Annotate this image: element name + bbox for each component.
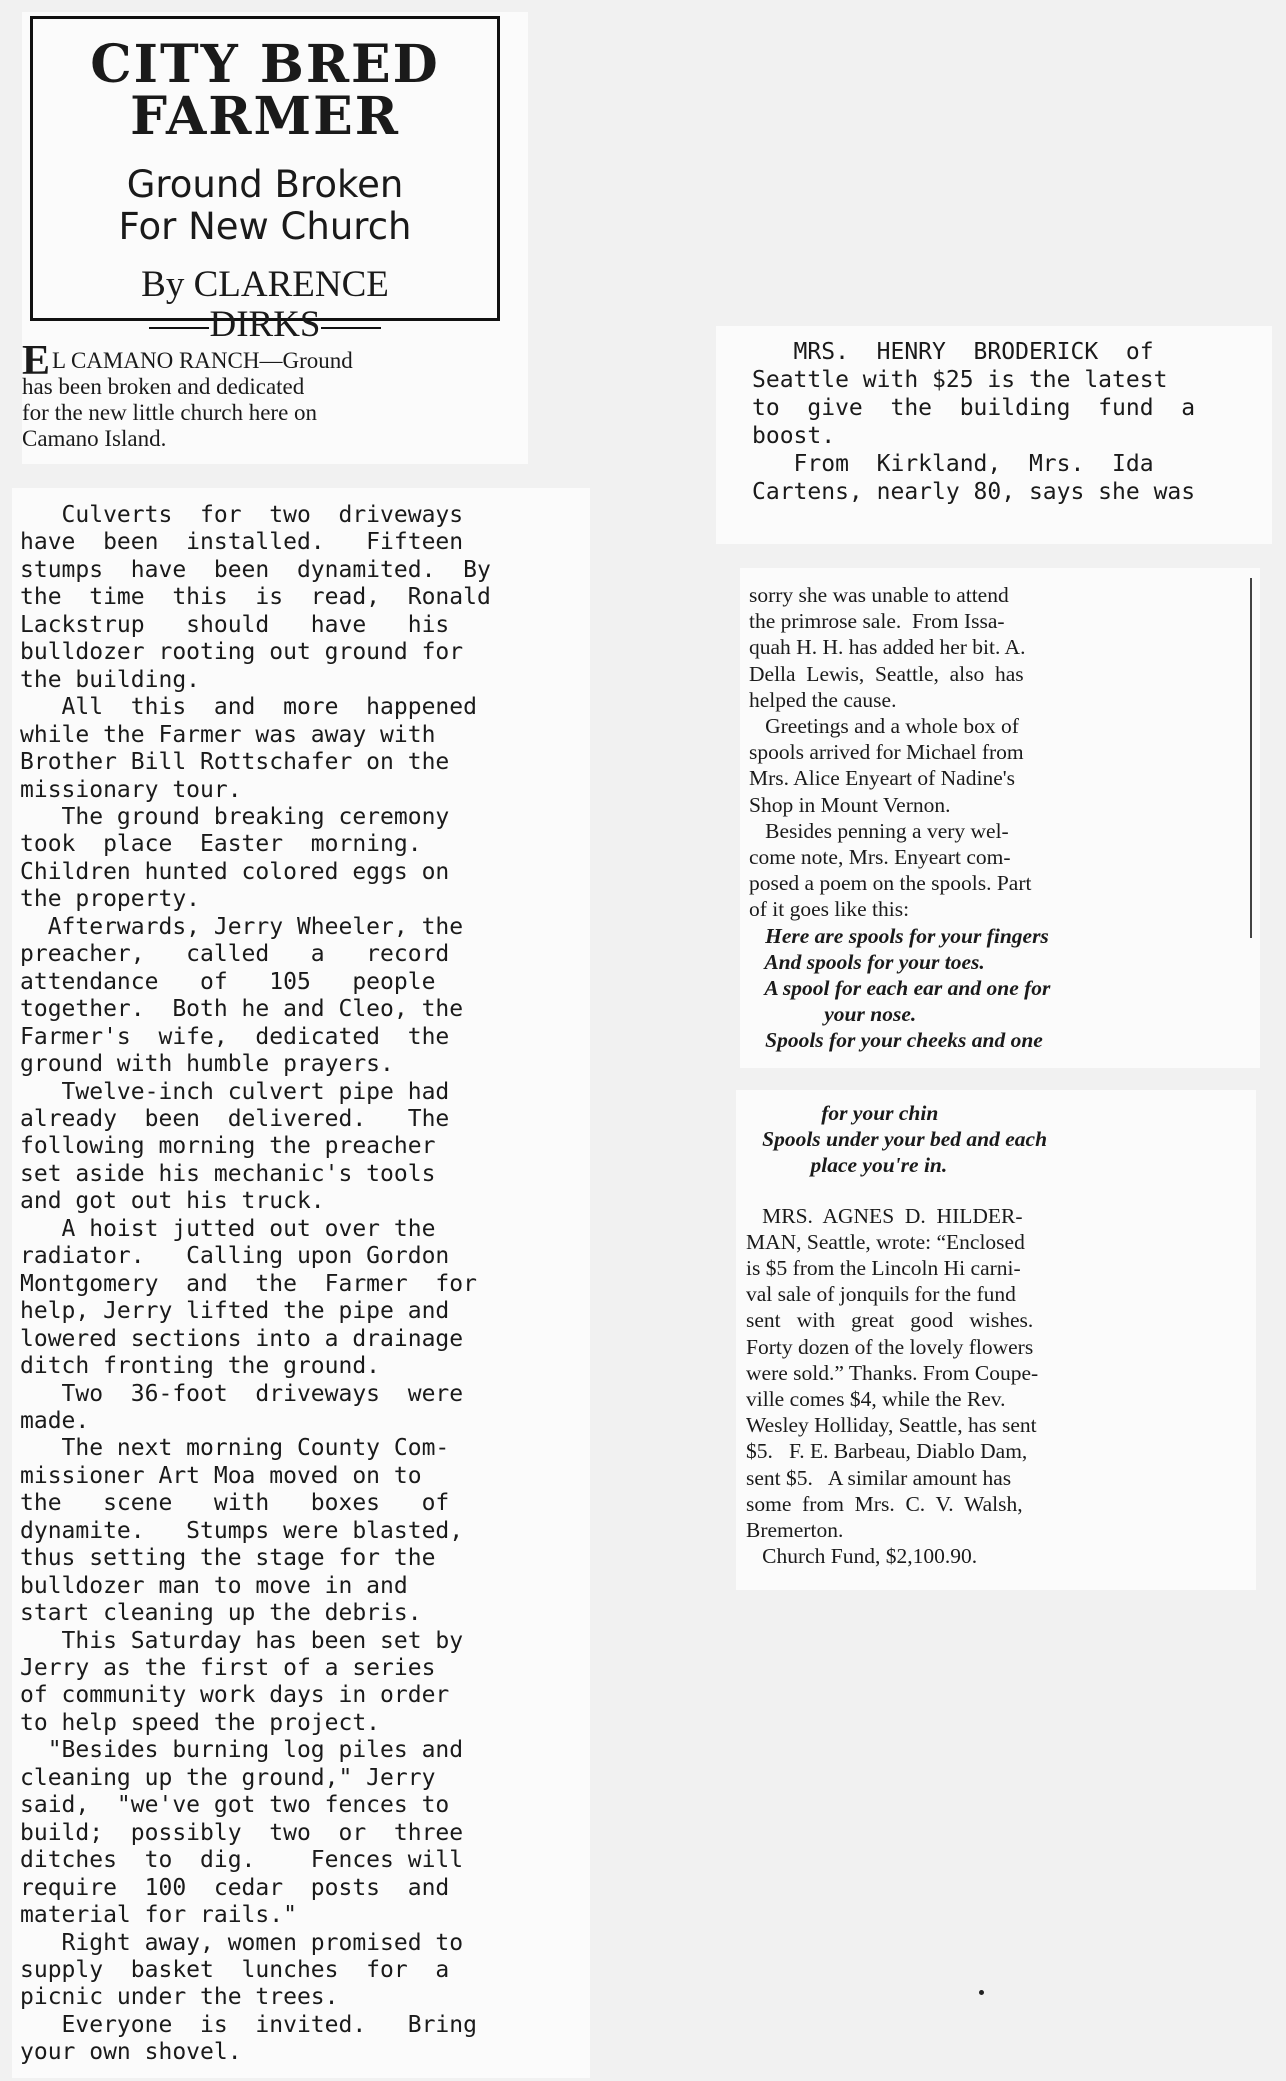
text-line: helped the cause. <box>749 687 897 712</box>
right-middle-clipping <box>740 568 1260 1068</box>
text-line: Two 36-foot driveways were <box>20 1380 464 1407</box>
poem-line: for your chin <box>746 1101 939 1125</box>
headline-line2: For New Church <box>118 205 412 248</box>
text-line: MRS. AGNES D. HILDER- <box>746 1203 1023 1228</box>
text-line: made. <box>20 1407 90 1434</box>
text-line: radiator. Calling upon Gordon <box>20 1243 450 1270</box>
clipping-edge <box>1250 578 1252 938</box>
text-line: Church Fund, $2,100.90. <box>746 1544 978 1569</box>
text-line: ville comes $4, while the Rev. <box>746 1387 1006 1412</box>
right-bottom-clipping <box>736 1090 1256 1590</box>
text-line: build; possibly two or three <box>20 1819 464 1846</box>
text-line: Brother Bill Rottschafer on the <box>20 749 450 776</box>
text-line: missionary tour. <box>20 776 242 803</box>
text-line: A hoist jutted out over the <box>20 1215 436 1242</box>
text-line: lowered sections into a drainage <box>20 1325 464 1352</box>
text-line: Children hunted colored eggs on <box>20 858 450 885</box>
text-line: the scene with boxes of <box>20 1490 450 1517</box>
text-line: sent with great good wishes. <box>746 1308 1034 1333</box>
text-line: have been installed. Fifteen <box>20 529 464 556</box>
text-line: took place Easter morning. <box>20 831 422 858</box>
text-line: ground with humble prayers. <box>20 1051 394 1078</box>
headline-line1: Ground Broken <box>126 163 404 206</box>
column-title-line2: FARMER <box>130 86 400 147</box>
text-line: MRS. HENRY BRODERICK of <box>752 339 1154 365</box>
text-line: of community work days in order <box>20 1682 450 1709</box>
text-line: Culverts for two driveways <box>20 502 464 528</box>
text-line: The next morning County Com- <box>20 1435 450 1462</box>
text-line: Seattle with $25 is the latest <box>752 367 1168 393</box>
byline-rule-left <box>149 327 209 329</box>
poem-line: place you're in. <box>746 1153 948 1178</box>
spacer <box>746 1179 1246 1203</box>
text-line: said, "we've got two fences to <box>20 1792 450 1819</box>
lead-paragraph <box>22 338 522 452</box>
text-line: This Saturday has been set by <box>20 1627 464 1654</box>
text-line: Shop in Mount Vernon. <box>749 792 951 817</box>
left-column-text <box>20 502 491 2067</box>
column-title-line1: CITY BRED <box>90 34 440 95</box>
lead-line: Camano Island. <box>22 426 167 451</box>
text-line: while the Farmer was away with <box>20 721 436 748</box>
text-line: come note, Mrs. Enyeart com- <box>749 845 1011 870</box>
right-top-clipping <box>716 326 1272 544</box>
text-line: following morning the preacher <box>20 1133 436 1160</box>
spool-poem-continued <box>746 1100 1246 1179</box>
text-line: thus setting the stage for the <box>20 1545 436 1572</box>
text-line: dynamite. Stumps were blasted, <box>20 1517 464 1544</box>
byline-author-surname: DIRKS <box>209 304 321 345</box>
poem-line: A spool for each ear and one for <box>749 976 1051 1001</box>
text-line: require 100 cedar posts and <box>20 1874 450 1901</box>
text-line: val sale of jonquils for the fund <box>746 1282 1016 1307</box>
text-line: The ground breaking ceremony <box>20 803 450 830</box>
text-line: to give the building fund a <box>752 395 1196 421</box>
text-line: Greetings and a whole box of <box>749 714 1019 739</box>
text-line: Twelve-inch culvert pipe had <box>20 1078 450 1105</box>
headline-box <box>30 16 500 345</box>
poem-line: And spools for your toes. <box>749 949 985 974</box>
text-line: start cleaning up the debris. <box>20 1600 422 1627</box>
text-line: ditches to dig. Fences will <box>20 1847 464 1874</box>
text-line: bulldozer rooting out ground for <box>20 639 464 666</box>
text-line: boost. <box>752 423 836 449</box>
lead-line: EL CAMANO RANCH—Ground <box>22 338 353 384</box>
text-line: material for rails." <box>20 1902 297 1929</box>
text-line: spools arrived for Michael from <box>749 740 1024 765</box>
text-line: bulldozer man to move in and <box>20 1572 408 1599</box>
text-line: already been delivered. The <box>20 1105 450 1132</box>
ink-speck <box>979 1990 984 1995</box>
lead-line: has been broken and dedicated <box>22 374 305 399</box>
text-line: posed a poem on the spools. Part <box>749 871 1032 896</box>
byline-line1: By CLARENCE <box>141 264 389 305</box>
spool-poem <box>749 923 1249 1054</box>
right-top-text <box>752 338 1195 506</box>
text-line: Jerry as the first of a series <box>20 1655 436 1682</box>
text-line: picnic under the trees. <box>20 1984 339 2011</box>
text-line: the time this is read, Ronald <box>20 584 491 611</box>
poem-line: your nose. <box>749 1002 917 1027</box>
text-line: of it goes like this: <box>749 897 910 922</box>
drop-cap: E <box>22 338 51 384</box>
text-line: Farmer's wife, dedicated the <box>20 1023 450 1050</box>
text-line: $5. F. E. Barbeau, Diablo Dam, <box>746 1439 1028 1464</box>
right-middle-paragraphs <box>749 582 1249 923</box>
text-line: the primrose sale. From Issa- <box>749 609 1005 634</box>
text-line: Cartens, nearly 80, says she was <box>752 479 1196 505</box>
text-line: were sold.” Thanks. From Coupe- <box>746 1360 1039 1385</box>
text-line: the building. <box>20 666 201 693</box>
text-line: All this and more happened <box>20 694 477 721</box>
text-line: attendance of 105 people <box>20 968 436 995</box>
text-line: From Kirkland, Mrs. Ida <box>752 451 1154 477</box>
poem-line: Here are spools for your fingers <box>749 923 1049 948</box>
text-line: stumps have been dynamited. By <box>20 556 491 583</box>
text-line: Forty dozen of the lovely flowers <box>746 1334 1034 1359</box>
right-middle-text <box>749 582 1249 1054</box>
text-line: Della Lewis, Seattle, also has <box>749 661 1024 686</box>
text-line: quah H. H. has added her bit. A. <box>749 635 1026 660</box>
poem-line: Spools under your bed and each <box>746 1127 1048 1152</box>
left-column-clipping <box>12 488 590 2078</box>
headline-clipping <box>22 12 528 464</box>
text-line: Lackstrup should have his <box>20 611 450 638</box>
text-line: sorry she was unable to attend <box>749 583 1009 607</box>
text-line: Right away, women promised to <box>20 1929 464 1956</box>
text-line: ditch fronting the ground. <box>20 1353 381 1380</box>
text-line: some from Mrs. C. V. Walsh, <box>746 1491 1023 1516</box>
text-line: set aside his mechanic's tools <box>20 1160 436 1187</box>
text-line: together. Both he and Cleo, the <box>20 996 464 1023</box>
right-bottom-text <box>746 1100 1246 1569</box>
text-line: the property. <box>20 886 201 913</box>
text-line: preacher, called a record <box>20 941 450 968</box>
text-line: Everyone is invited. Bring <box>20 2011 477 2038</box>
text-line: cleaning up the ground," Jerry <box>20 1764 436 1791</box>
text-line: "Besides burning log piles and <box>20 1737 464 1764</box>
text-line: sent $5. A similar amount has <box>746 1465 1012 1490</box>
text-line: to help speed the project. <box>20 1709 381 1736</box>
byline-rule-right <box>321 327 381 329</box>
text-line: is $5 from the Lincoln Hi carni- <box>746 1256 1021 1281</box>
text-line: Montgomery and the Farmer for <box>20 1270 477 1297</box>
text-line: and got out his truck. <box>20 1188 325 1215</box>
right-bottom-paragraphs <box>746 1203 1246 1570</box>
text-line: Wesley Holliday, Seattle, has sent <box>746 1413 1037 1438</box>
poem-line: Spools for your cheeks and one <box>749 1028 1043 1053</box>
text-line: supply basket lunches for a <box>20 1957 450 1984</box>
text-line: help, Jerry lifted the pipe and <box>20 1298 450 1325</box>
text-line: your own shovel. <box>20 2039 242 2066</box>
text-line: MAN, Seattle, wrote: “Enclosed <box>746 1229 1025 1254</box>
byline-line2 <box>33 305 497 345</box>
text-line: Bremerton. <box>746 1518 844 1543</box>
lead-line: for the new little church here on <box>22 400 318 425</box>
text-line: Afterwards, Jerry Wheeler, the <box>20 913 464 940</box>
text-line: missioner Art Moa moved on to <box>20 1462 422 1489</box>
text-line: Mrs. Alice Enyeart of Nadine's <box>749 766 1015 791</box>
text-line: Besides penning a very wel- <box>749 818 1009 843</box>
